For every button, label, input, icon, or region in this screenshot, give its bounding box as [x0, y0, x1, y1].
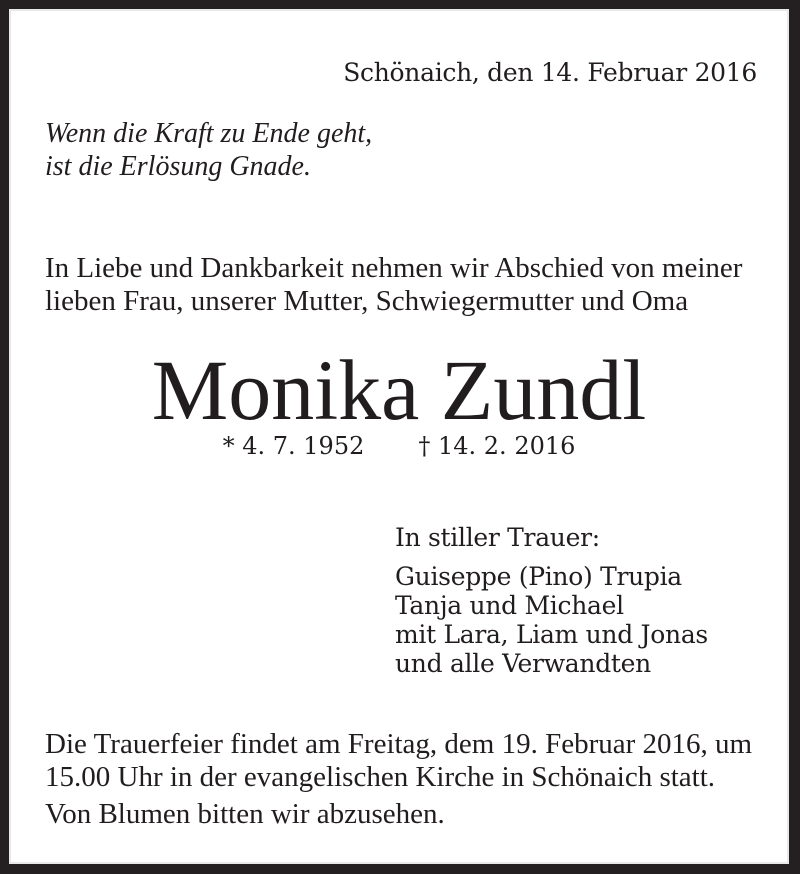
flowers-note: Von Blumen bitten wir abzusehen.	[45, 798, 445, 830]
funeral-line-2: 15.00 Uhr in der evangelischen Kirche in Schönaich statt.	[45, 761, 716, 793]
epigraph-line-2: ist die Erlösung Gnade.	[45, 151, 311, 182]
intro-paragraph	[45, 252, 742, 318]
mourner-item: mit Lara, Liam und Jonas	[395, 620, 708, 649]
funeral-paragraph	[45, 728, 752, 794]
intro-line-2: lieben Frau, unserer Mutter, Schwiegermutter und Oma	[45, 285, 689, 317]
obituary-page	[11, 11, 787, 862]
mourning-section	[395, 523, 708, 678]
dateline: Schönaich, den 14. Februar 2016	[343, 58, 757, 87]
epigraph	[45, 117, 372, 183]
epigraph-line-1: Wenn die Kraft zu Ende geht,	[45, 118, 373, 149]
intro-line-1: In Liebe und Dankbarkeit nehmen wir Abschied von meiner	[45, 252, 743, 284]
life-dates	[11, 431, 787, 461]
funeral-line-1: Die Trauerfeier findet am Freitag, dem 19. Februar 2016, um	[45, 728, 753, 760]
deceased-name: Monika Zundl	[151, 342, 647, 438]
death-date: † 14. 2. 2016	[418, 432, 576, 460]
mourner-item: und alle Verwandten	[395, 649, 651, 678]
birth-date: * 4. 7. 1952	[222, 432, 365, 460]
mourner-item: Tanja und Michael	[395, 591, 624, 620]
mourner-item: Guiseppe (Pino) Trupia	[395, 562, 682, 591]
mourner-list	[395, 562, 708, 678]
mourning-header: In stiller Trauer:	[395, 523, 600, 552]
